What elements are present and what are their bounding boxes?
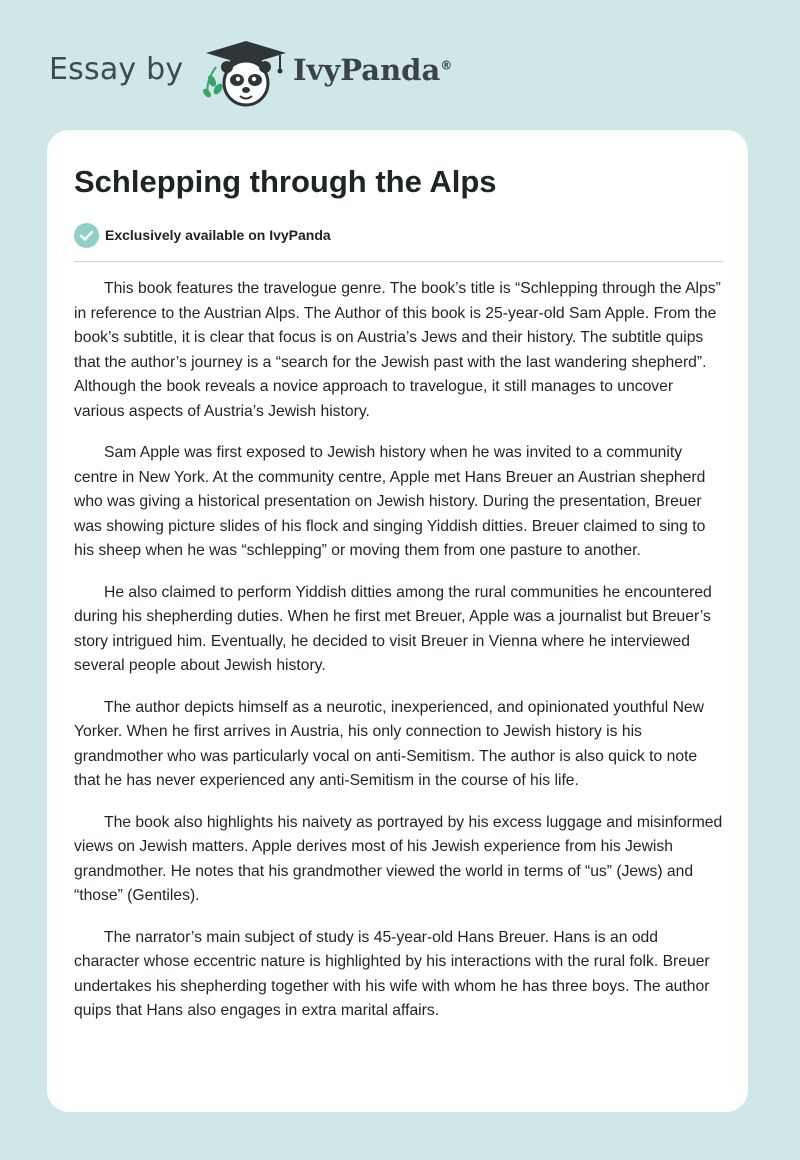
essay-card bbox=[47, 130, 748, 1112]
brand-prefix: Essay by bbox=[49, 52, 184, 87]
paragraph: The narrator’s main subject of study is 45-year-old Hans Breuer. Hans is an odd character whose eccentric nature is highlighted by his interactions with the rural folk. Breuer undertakes his shepherding together with his wife with whom he has three boys. The author quips that Hans also engages in extra marital affairs. bbox=[74, 928, 710, 1019]
badge-label: Exclusively available on IvyPanda bbox=[105, 227, 331, 243]
site-header bbox=[0, 0, 800, 130]
paragraph: The author depicts himself as a neurotic, inexperienced, and opinionated youthful New Yorker. When he first arrives in Austria, his only connection to Jewish history is his grandmother who was particularly vocal on anti-Semitism. The author is also quick to note that he has never experienced any anti-Semitism in the course of his life. bbox=[74, 698, 704, 789]
paragraph: Sam Apple was first exposed to Jewish history when he was invited to a community centre in New York. At the community centre, Apple met Hans Breuer an Austrian shepherd who was giving a historical presentation on Jewish history. During the presentation, Breuer was showing picture slides of his flock and singing Yiddish ditties. Breuer claimed to sing to his sheep when he was “schlepping” or moving them from one pasture to another. bbox=[74, 444, 706, 559]
exclusive-badge bbox=[74, 222, 331, 248]
paragraph: He also claimed to perform Yiddish ditties among the rural communities he encountered during his shepherding duties. When he first met Breuer, Apple was a journalist but Breuer’s story intrigued him. Eventually, he decided to visit Breuer in Vienna where he interviewed several people about Jewish history. bbox=[74, 583, 712, 674]
panda-graduate-logo-icon[interactable] bbox=[200, 37, 292, 109]
paragraph: This book features the travelogue genre. The book’s title is “Schlepping through the Alps” in reference to the Austrian Alps. The Author of this book is 25-year-old Sam Apple. From the book’s subtitle, it is clear that focus is on Austria’s Jews and their history. The subtitle quips that the author’s journey is a “search for the Jewish past with the last wandering shepherd”. Although the book reveals a novice approach to travelogue, it still manages to uncover various aspects of Austria’s Jewish history. bbox=[74, 280, 721, 420]
paragraph: The book also highlights his naivety as portrayed by his excess luggage and misinformed views on Jewish matters. Apple derives most of his Jewish experience from his Jewish grandmother. He notes that his grandmother viewed the world in terms of “us” (Jews) and “those” (Gentiles). bbox=[74, 813, 723, 904]
check-circle-icon bbox=[74, 223, 99, 248]
article-body bbox=[74, 277, 726, 1041]
page-title: Schlepping through the Alps bbox=[74, 164, 497, 199]
brand-name[interactable]: IvyPanda® bbox=[293, 53, 453, 87]
registered-mark: ® bbox=[440, 58, 453, 73]
divider bbox=[74, 261, 723, 262]
